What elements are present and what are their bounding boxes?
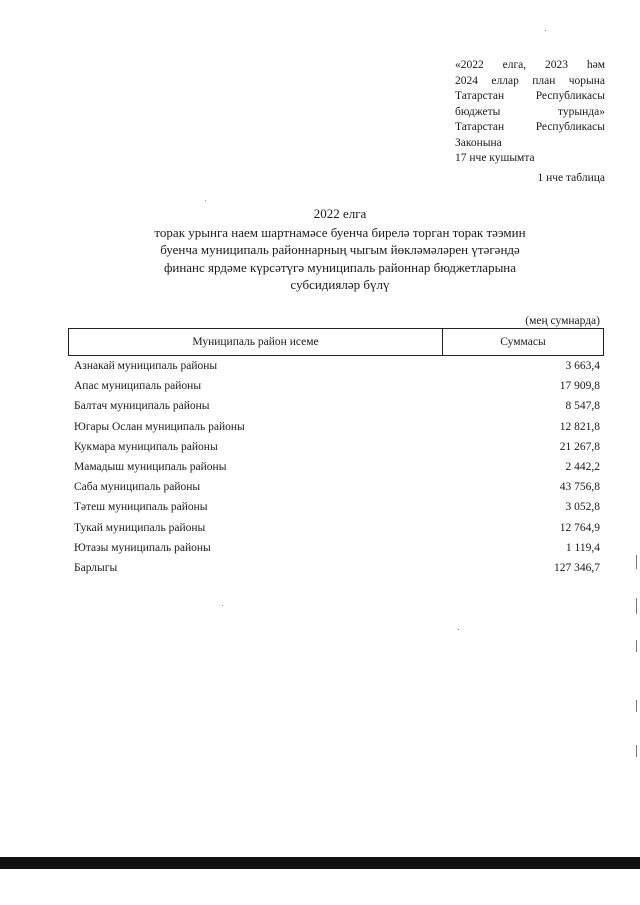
appendix-line: Татарстан Республикасы <box>455 90 605 102</box>
total-sum: 127 346,7 <box>554 561 600 574</box>
table-row <box>68 396 604 416</box>
total-label: Барлыгы <box>74 561 118 574</box>
unit-note: (мең сумнарда) <box>525 315 600 327</box>
scan-edge-mark <box>636 640 637 652</box>
table-row <box>68 497 604 517</box>
row-name: Саба муниципаль районы <box>74 481 201 494</box>
row-sum: 8 547,8 <box>565 400 600 413</box>
scan-edge-mark <box>636 745 637 757</box>
scan-edge-mark <box>636 598 637 614</box>
appendix-line: Законына <box>455 136 502 149</box>
appendix-line: 2024 еллар план чорына <box>455 74 605 87</box>
table-number: 1 нче таблица <box>537 172 605 184</box>
appendix-line: бюджеты турында» <box>455 105 605 118</box>
row-sum: 12 764,9 <box>559 521 600 534</box>
row-sum: 43 756,8 <box>559 481 600 494</box>
row-name: Тәтеш муниципаль районы <box>74 501 208 514</box>
document-title <box>60 205 620 294</box>
appendix-line: 17 нче кушымта <box>455 152 535 164</box>
row-sum: 2 442,2 <box>565 461 600 474</box>
row-name: Тукай муниципаль районы <box>74 521 206 534</box>
title-line: субсидияләр бүлү <box>290 277 390 292</box>
row-name: Азнакай муниципаль районы <box>74 360 218 373</box>
table-row <box>68 477 604 497</box>
appendix-line: «2022 елга, 2023 һәм <box>455 59 605 71</box>
row-name: Балтач муниципаль районы <box>74 400 210 413</box>
scan-bottom-border <box>0 857 640 869</box>
table-row <box>68 437 604 457</box>
row-name: Мамадыш муниципаль районы <box>74 461 227 474</box>
table-header <box>68 328 604 356</box>
row-sum: 12 821,8 <box>559 420 600 433</box>
header-sum: Суммасы <box>500 336 546 348</box>
table-body <box>68 356 604 578</box>
row-sum: 17 909,8 <box>559 380 600 393</box>
title-line: торак урынга наем шартнамәсе буенча бирелә торган торак тәэмин <box>154 224 526 240</box>
scan-speck <box>545 30 546 31</box>
row-sum: 21 267,8 <box>559 440 600 453</box>
table-row <box>68 518 604 538</box>
appendix-reference <box>455 58 605 167</box>
table-total-row <box>68 558 604 578</box>
table-row <box>68 376 604 396</box>
scan-speck <box>205 200 206 201</box>
title-line: буенча муниципаль районнарның чыгым йөкләмәләрен үтәгәндә <box>160 242 520 257</box>
scan-edge-mark <box>636 700 637 712</box>
subsidy-table <box>68 328 604 578</box>
title-line: финанс ярдәме күрсәтүгә муниципаль районнар бюджетларына <box>163 259 517 275</box>
table-row <box>68 417 604 437</box>
table-row <box>68 538 604 558</box>
scan-speck <box>222 605 223 606</box>
row-name: Апас муниципаль районы <box>74 380 202 393</box>
row-name: Кукмара муниципаль районы <box>74 440 218 453</box>
table-row <box>68 356 604 376</box>
title-year: 2022 елга <box>313 206 367 221</box>
row-sum: 3 052,8 <box>565 501 600 514</box>
row-name: Югары Ослан муниципаль районы <box>74 420 245 433</box>
scan-edge-mark <box>636 555 637 569</box>
row-sum: 3 663,4 <box>565 360 600 373</box>
table-row <box>68 457 604 477</box>
appendix-line: Татарстан Республикасы <box>455 121 605 133</box>
header-name: Муниципаль район исеме <box>69 329 443 355</box>
scan-speck <box>458 629 459 630</box>
row-sum: 1 119,4 <box>565 541 600 554</box>
row-name: Ютазы муниципаль районы <box>74 541 211 554</box>
